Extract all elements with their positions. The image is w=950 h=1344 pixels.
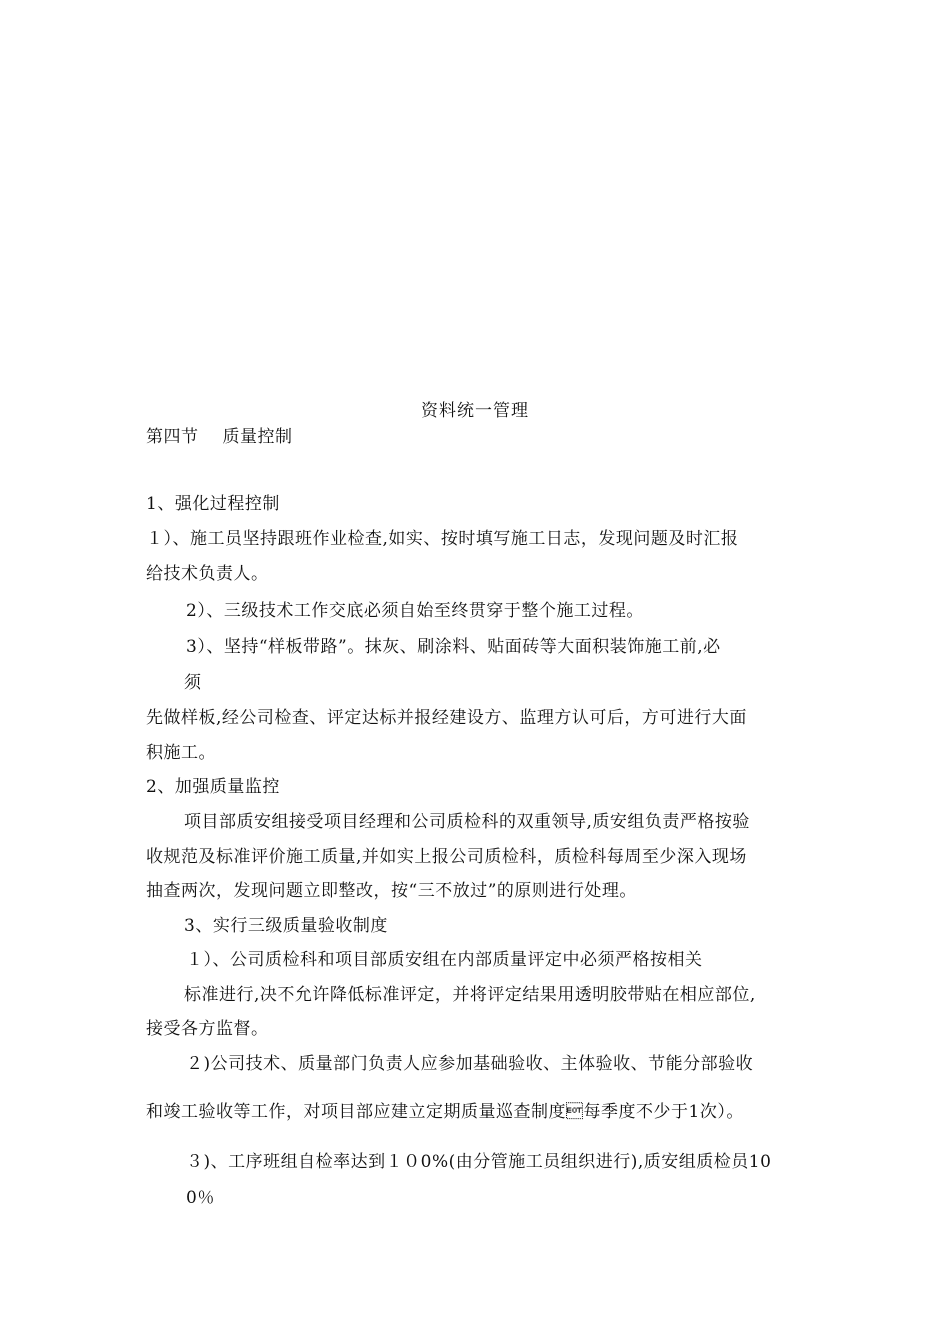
section-heading <box>146 426 293 448</box>
paragraph-line: 和竣工验收等工作，对项目部应建立定期质量巡查制度每季度不少于1次）。 <box>146 1102 744 1122</box>
paragraph-line: 0％ <box>186 1188 215 1208</box>
paragraph-line: 标准进行,决不允许降低标准评定，并将评定结果用透明胶带贴在相应部位, <box>184 985 756 1005</box>
heading-3: 3、实行三级质量验收制度 <box>184 916 388 936</box>
heading-1: 1、强化过程控制 <box>146 494 280 514</box>
paragraph-line: 3）、坚持“样板带路”。抹灰、刷涂料、贴面砖等大面积装饰施工前,必 <box>186 637 721 657</box>
paragraph-line: ３)、工序班组自检率达到１０0%(由分管施工员组织进行),质安组质检员10 <box>186 1152 772 1172</box>
heading-2: 2、加强质量监控 <box>146 777 280 797</box>
paragraph-line: ２)公司技术、质量部门负责人应参加基础验收、主体验收、节能分部验收 <box>186 1054 754 1074</box>
paragraph-line: １）、施工员坚持跟班作业检查,如实、按时填写施工日志，发现问题及时汇报 <box>146 529 739 549</box>
paragraph-line: 2）、三级技术工作交底必须自始至终贯穿于整个施工过程。 <box>186 601 644 621</box>
paragraph-line: 接受各方监督。 <box>146 1019 269 1039</box>
paragraph-line: 积施工。 <box>146 743 216 763</box>
paragraph-line: 抽查两次，发现问题立即整改，按“三不放过”的原则进行处理。 <box>146 881 637 901</box>
paragraph-line: 须 <box>184 673 202 693</box>
paragraph-line: 收规范及标准评价施工质量,并如实上报公司质检科，质检科每周至少深入现场 <box>146 847 747 867</box>
section-label: 第四节 <box>146 427 199 447</box>
paragraph-line: １）、公司质检科和项目部质安组在内部质量评定中必须严格按相关 <box>186 950 703 970</box>
paragraph-line: 项目部质安组接受项目经理和公司质检科的双重领导,质安组负责严格按验 <box>184 812 750 832</box>
section-title: 质量控制 <box>222 427 293 447</box>
paragraph-line: 给技术负责人。 <box>146 564 269 584</box>
paragraph-line: 先做样板,经公司检查、评定达标并报经建设方、监理方认可后，方可进行大面 <box>146 708 747 728</box>
center-title: 资料统一管理 <box>421 401 529 421</box>
